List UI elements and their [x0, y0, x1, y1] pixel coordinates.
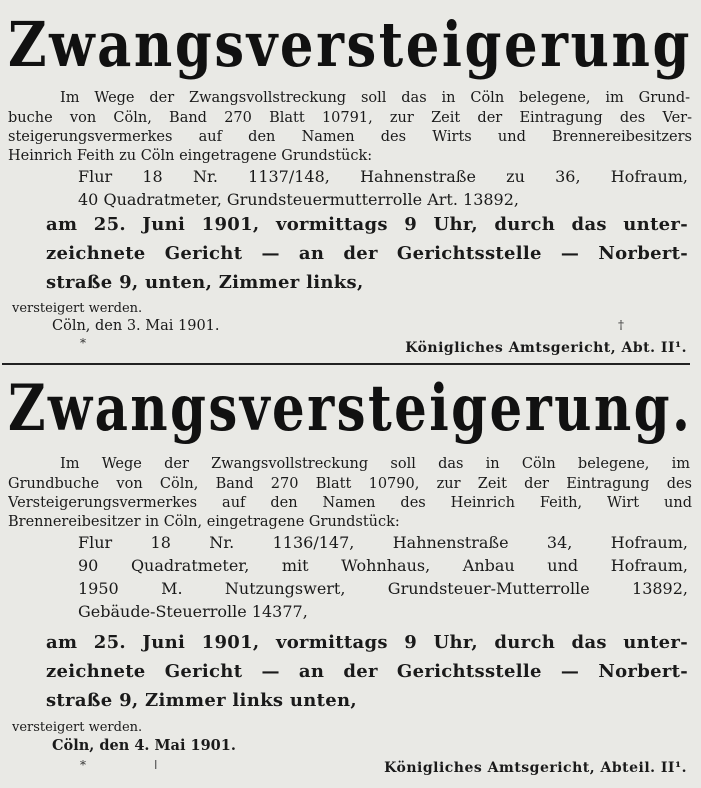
- body-line: steigerungsvermerkes auf den Namen des Wirts und Brennereibesitzers: [8, 129, 692, 145]
- closing-text: versteigert werden.: [12, 301, 143, 316]
- notice-title: Zwangsversteigerung: [8, 8, 692, 81]
- court-signature: Königliches Amtsgericht, Abteil. II¹.: [384, 760, 687, 776]
- auction-date-line: am 25. Juni 1901, vormittags 9 Uhr, durch das unter-: [46, 632, 688, 653]
- auction-date-line: straße 9, Zimmer links unten,: [46, 690, 357, 711]
- body-line: Im Wege der Zwangsvollstreckung soll das in Cöln belegene, im: [60, 456, 690, 472]
- property-line: Flur 18 Nr. 1137/148, Hahnenstraße zu 36, Hofraum,: [78, 167, 688, 186]
- property-line: 40 Quadratmeter, Grundsteuermutterrolle Art. 13892,: [78, 190, 519, 209]
- property-line: 90 Quadratmeter, mit Wohnhaus, Anbau und Hofraum,: [78, 556, 688, 575]
- auction-date-line: zeichnete Gericht — an der Gerichtsstelle — Norbert-: [46, 661, 688, 682]
- printer-mark: *: [80, 336, 86, 350]
- closing-text: versteigert werden.: [12, 720, 143, 735]
- place-date: Cöln, den 3. Mai 1901.: [52, 318, 220, 334]
- body-line: Grundbuche von Cöln, Band 270 Blatt 10790, zur Zeit der Eintragung des: [8, 476, 692, 492]
- divider-rule: [2, 363, 690, 365]
- auction-date-line: zeichnete Gericht — an der Gerichtsstelle — Norbert-: [46, 243, 688, 264]
- auction-date-line: straße 9, unten, Zimmer links,: [46, 272, 364, 293]
- auction-notice-1: [0, 0, 701, 364]
- property-line: Gebäude-Steuerrolle 14377,: [78, 602, 308, 621]
- notice-title: Zwangsversteigerung.: [8, 371, 693, 446]
- place-date: Cöln, den 4. Mai 1901.: [52, 737, 236, 754]
- court-signature: Königliches Amtsgericht, Abt. II¹.: [405, 340, 687, 356]
- auction-date-line: am 25. Juni 1901, vormittags 9 Uhr, durch das unter-: [46, 214, 688, 235]
- body-line: Im Wege der Zwangsvollstreckung soll das in Cöln belegene, im Grund-: [60, 90, 690, 106]
- printer-mark: †: [618, 318, 624, 332]
- body-line: Versteigerungsvermerkes auf den Namen des Heinrich Feith, Wirt und: [8, 495, 692, 511]
- body-line: Heinrich Feith zu Cöln eingetragene Grundstück:: [8, 148, 373, 164]
- body-line: buche von Cöln, Band 270 Blatt 10791, zur Zeit der Eintragung des Ver-: [8, 110, 692, 126]
- printer-mark: *: [80, 758, 86, 772]
- property-line: 1950 M. Nutzungswert, Grundsteuer-Mutterrolle 13892,: [78, 579, 688, 598]
- property-line: Flur 18 Nr. 1136/147, Hahnenstraße 34, Hofraum,: [78, 533, 688, 552]
- body-line: Brennereibesitzer in Cöln, eingetragene Grundstück:: [8, 514, 400, 530]
- printer-mark: ǀ: [154, 758, 158, 772]
- auction-notice-2: [0, 366, 701, 788]
